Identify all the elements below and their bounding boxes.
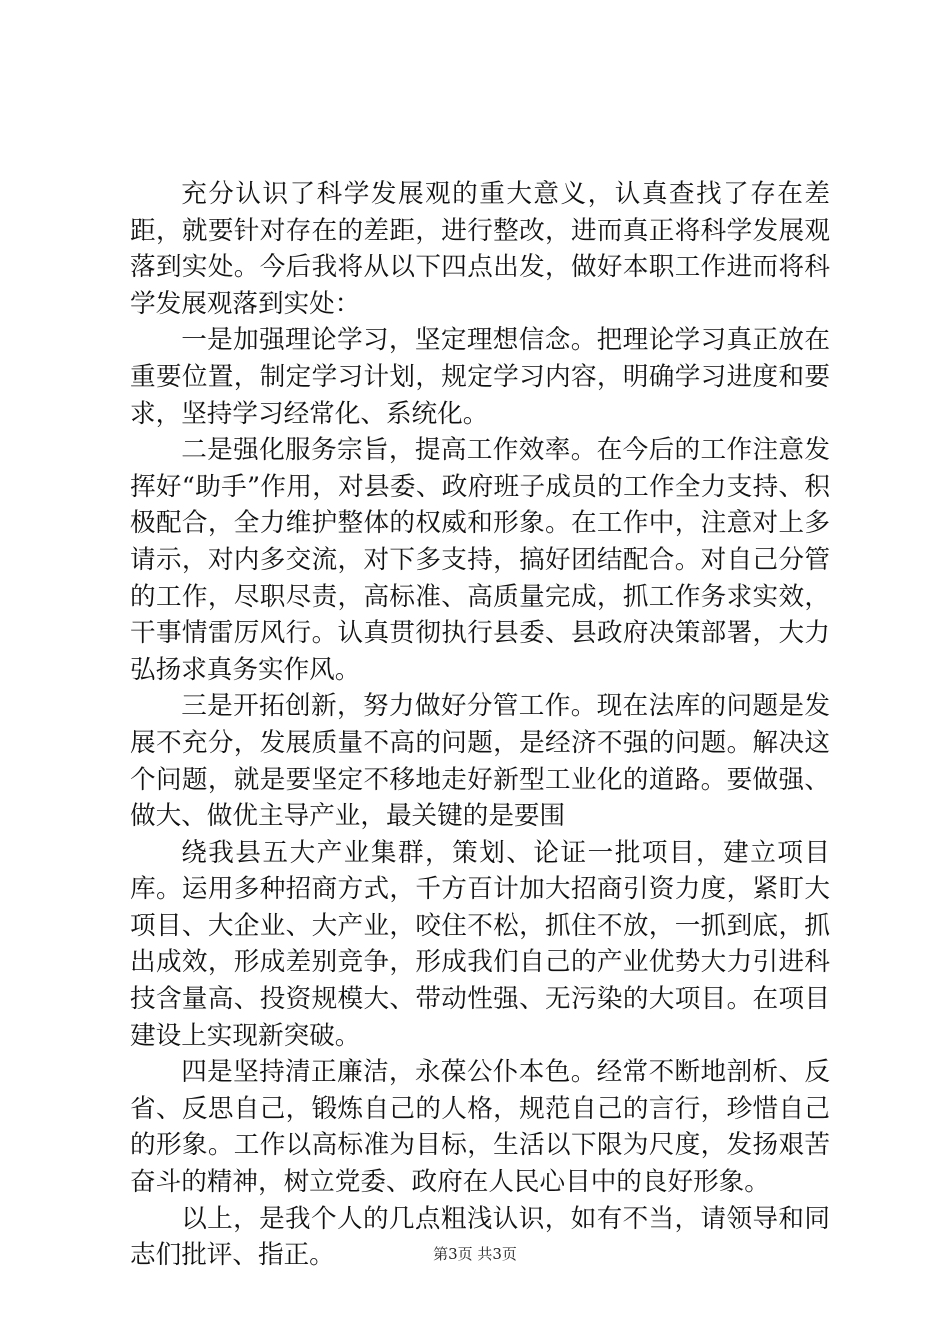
page-number-footer: 第3页 共3页 [433,1245,517,1263]
paragraph-point-four: 四是坚持清正廉洁，永葆公仆本色。经常不断地剖析、反省、反思自己，锻炼自己的人格，规范自己的言行，珍惜自己的形象。工作以高标准为目标，生活以下限为尺度，发扬艰苦奋斗的精神，树立党委、政府在人民心目中的良好形象。 [130,1057,830,1198]
paragraph-point-three-continued: 绕我县五大产业集群，策划、论证一批项目，建立项目库。运用多种招商方式，千方百计加大招商引资力度，紧盯大项目、大企业、大产业，咬住不松，抓住不放，一抓到底，抓出成效，形成差别竞争，形成我们自己的产业优势大力引进科技含量高、投资规模大、带动性强、无污染的大项目。在项目建设上实现新突破。 [130,837,830,1051]
paragraph-point-one: 一是加强理论学习，坚定理想信念。把理论学习真正放在重要位置，制定学习计划，规定学习内容，明确学习进度和要求，坚持学习经常化、系统化。 [130,325,830,429]
document-body [130,176,830,1274]
paragraph-intro: 充分认识了科学发展观的重大意义，认真查找了存在差距，就要针对存在的差距，进行整改，进而真正将科学发展观落到实处。今后我将从以下四点出发，做好本职工作进而将科学发展观落到实处： [130,179,830,319]
paragraph-point-three: 三是开拓创新，努力做好分管工作。现在法库的问题是发展不充分，发展质量不高的问题，是经济不强的问题。解决这个问题，就是要坚定不移地走好新型工业化的道路。要做强、做大、做优主导产业，最关键的是要围 [130,691,830,832]
paragraph-point-two: 二是强化服务宗旨，提高工作效率。在今后的工作注意发挥好“助手”作用，对县委、政府班子成员的工作全力支持、积极配合，全力维护整体的权威和形象。在工作中，注意对上多请示，对内多交流，对下多支持，搞好团结配合。对自己分管的工作，尽职尽责，高标准、高质量完成，抓工作务求实效，干事情雷厉风行。认真贯彻执行县委、县政府决策部署，大力弘扬求真务实作风。 [130,435,830,685]
paragraph-closing: 以上，是我个人的几点粗浅认识，如有不当，请领导和同志们批评、指正。 [130,1203,830,1271]
